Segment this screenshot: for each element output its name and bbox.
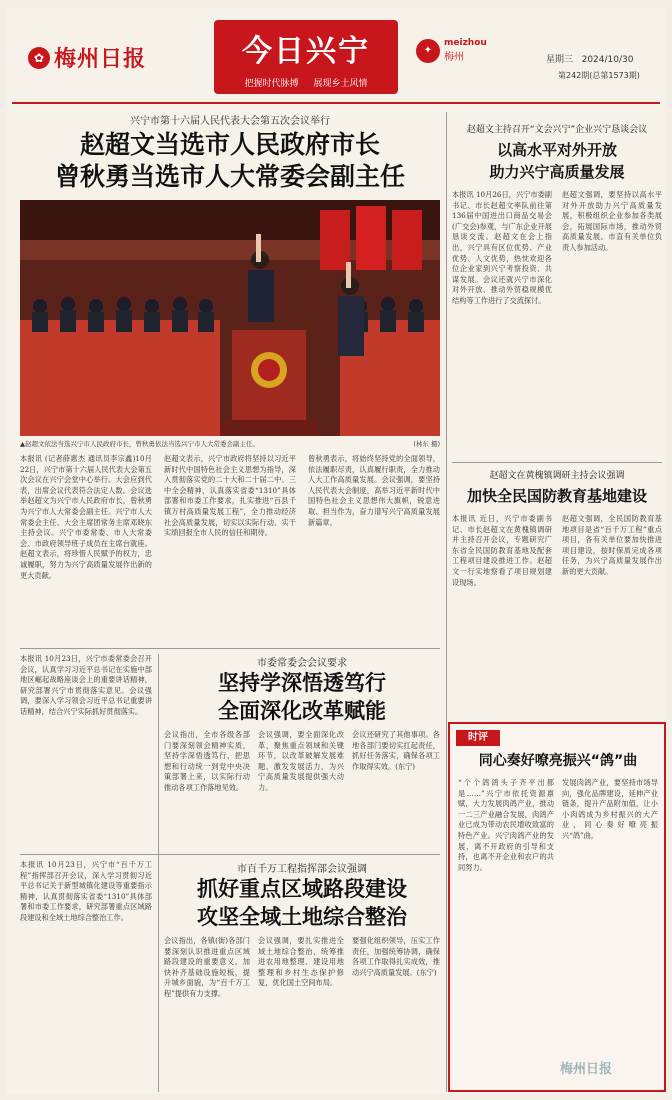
paper-logo[interactable] <box>28 42 146 73</box>
right-mid-kicker: 赵超文在黄槐镇调研主持会议强调 <box>489 471 625 481</box>
masthead <box>6 8 666 104</box>
meizhou-logo-icon: ✦ <box>416 39 440 63</box>
middle-side-text: 本报讯 10月23日，兴宁市委常委会召开会议，认真学习习近平总书记在实施中部地区崛起战略座谈会上的重要讲话精神，研究部署兴宁市贯彻落实意见。会议强调，要深入学习领会习近平总书记重要讲话精神，结合兴宁实际抓好贯彻落实。 <box>20 654 152 716</box>
middle-body-col-1: 会议指出，全市各级各部门要深刻领会精神实质，坚持学深悟透笃行，把思想和行动统一到党中央决策部署上来，以实际行动推动各项工作落地见效。 <box>164 730 250 792</box>
section-divider <box>452 462 662 463</box>
edition-title: 今日兴宁 <box>242 34 370 69</box>
lead-headline-1[interactable]: 赵超文当选市人民政府市长 <box>79 130 380 159</box>
lead-body-col-1: 本报讯 (记者薛惠杰 通讯员李宗鑫)10月22日，兴宁市第十六届人民代表大会第五次会议在兴宁会堂中心举行。大会应到代表，出席会议代表符合法定人数。会议选举赵超文为兴宁市人民政府市长，曾秋勇为兴宁市人大常委会副主任。兴宁市人大常委会主任、大会主席团常务主席邓晓东主持会议。兴宁市委常委、市人大常委会、市政府领导班子成员在主席台就座。赵超文表示，将珍惜人民赋予的权力，忠诚履职，努力为兴宁高质量发展作出新的更大贡献。 <box>20 454 152 580</box>
bottom-body-col-1: 会议指出，各镇(街)各部门要深刻认识推进重点区域路段建设的重要意义，加快补齐基础设施短板，提升城乡面貌，为“百千万工程”提供有力支撑。 <box>164 936 250 998</box>
middle-headline-2[interactable]: 全面深化改革赋能 <box>218 699 386 723</box>
right-top-headline-2[interactable]: 助力兴宁高质量发展 <box>489 163 625 181</box>
lead-photo[interactable] <box>20 200 440 436</box>
meizhou-en: meizhou <box>444 38 487 48</box>
dateline <box>546 52 633 65</box>
meizhou-brand <box>416 38 487 63</box>
lead-body-col-3: 曾秋勇表示，将始终坚持党的全面领导，依法履职尽责，认真履行职责，全力推动人大工作高质量发展。会议强调，要坚持人民代表大会制度，高举习近平新时代中国特色社会主义思想伟大旗帜，锐意进取、担当作为，奋力谱写兴宁高质量发展新篇章。 <box>308 454 440 527</box>
lead-body-col-2: 赵超文表示，兴宁市政府将坚持以习近平新时代中国特色社会主义思想为指导，深入贯彻落实党的二十大和二十届二中、三中全会精神，认真落实省委“1310”具体部署和市委工作要求，扎实推进“百县千镇万村高质量发展工程”，全力推动经济社会高质量发展，切实以实际行动、实干实绩回报全市人民的信任和期待。 <box>164 454 296 538</box>
edition-slogan <box>214 76 398 89</box>
newspaper-page <box>6 8 666 1094</box>
bottom-body-col-3: 要强化组织领导，压实工作责任，加强统筹协调，确保各项工作取得扎实成效，推动兴宁高质量发展。(东宁) <box>352 936 440 977</box>
commentary-body-col-2: 发展肉鸽产业，要坚持市场导向，强化品牌建设，延伸产业链条，提升产品附加值，让小小肉鸽成为乡村振兴的大产业，同心奏好嘹亮振兴“鸽”曲。 <box>562 778 658 840</box>
commentary-box <box>448 722 666 1092</box>
meizhou-cn: 梅州 <box>444 52 464 63</box>
photo-credit: (林东 摄) <box>413 440 440 448</box>
bottom-kicker: 市百千万工程指挥部会议强调 <box>237 864 367 875</box>
column-divider <box>158 654 159 1092</box>
right-top-headline-1[interactable]: 以高水平对外开放 <box>496 141 617 159</box>
bottom-side-text: 本报讯 10月23日，兴宁市“百千万工程”指挥部召开会议，深入学习贯彻习近平总书记关于新型城镇化建设等重要指示精神，认真贯彻落实省委“1310”具体部署和市委工作要求，研究部署重点区域路段建设和全域土地综合整治工作。 <box>20 860 152 922</box>
bottom-headline-2[interactable]: 攻坚全域土地综合整治 <box>197 905 407 929</box>
bottom-headline-1[interactable]: 抓好重点区域路段建设 <box>197 877 407 901</box>
middle-kicker: 市委常委会会议要求 <box>257 658 347 669</box>
right-mid-body-col-2: 赵超文强调，全民国防教育基地项目是省“百千万工程”重点项目，各有关单位要加快推进项目建设，按时保质完成各项任务，为兴宁高质量发展作出新的更大贡献。 <box>562 514 662 576</box>
commentary-tag: 时评 <box>456 730 500 746</box>
commentary-body-col-1: “个个鸽鸽头子齐平出都是……”兴宁市依托资源禀赋，大力发展肉鸽产业，推动一二三产业融合发展，肉鸽产业已成为带动农民增收致富的特色产业。兴宁肉鸽产业的发展，离不开政府的引导和支持，也离不开企业和农户的共同努力。 <box>458 778 554 872</box>
edition-banner <box>214 20 398 94</box>
bottom-body-col-2: 会议强调，要扎实推进全域土地综合整治，统筹推进农用地整理、建设用地整理和乡村生态保护修复，优化国土空间布局。 <box>258 936 344 988</box>
lead-headline-2[interactable]: 曾秋勇当选市人大常委会副主任 <box>54 162 405 191</box>
right-top-body-col-2: 赵超文强调，要坚持以高水平对外开放助力兴宁高质量发展，积极组织企业参加各类展会，拓展国际市场，推动外贸高质量发展。市直有关单位负责人参加活动。 <box>562 190 662 252</box>
section-divider <box>20 648 440 649</box>
watermark-logo: 梅州日报 <box>560 1062 613 1077</box>
slogan-left: 把握时代脉搏 <box>244 79 299 89</box>
right-mid-body-col-1: 本报讯 近日，兴宁市委副书记、市长赵超文在黄槐镇调研并主持召开会议，专题研究广东省全民国防教育基地及配套工程项目建设推进工作。赵超文一行实地察看了项目规划建设现场。 <box>452 514 552 587</box>
middle-body-col-3: 会议还研究了其他事项。各地各部门要切实扛起责任，抓好任务落实，确保各项工作取得实效。(东宁) <box>352 730 440 771</box>
right-top-body-col-1: 本报讯 10月26日，兴宁市委副书记、市长赵超文率队前往第136届中国进出口商品交易会(广交会)参观，与广东企业开展恳谈交流。赵超文在会上指出，兴宁具有区位优势、产业优势、人文优势，热忱欢迎各位企业家到兴宁考察投资、共谋发展。会议还就兴宁市深化对外开放、推动外贸稳规模优结构等工作进行了交流探讨。 <box>452 190 552 305</box>
photo-caption <box>20 439 440 448</box>
slogan-right: 展现乡土风情 <box>313 79 368 89</box>
lead-kicker: 兴宁市第十六届人民代表大会第五次会议举行 <box>130 116 330 127</box>
paper-name: 梅州日报 <box>54 47 147 72</box>
photo-caption-text: ▲赵超文依法当选兴宁市人民政府市长，曾秋勇依法当选兴宁市人大常委会副主任。 <box>20 440 259 448</box>
date: 2024/10/30 <box>581 55 634 65</box>
column-divider <box>446 112 447 1092</box>
middle-headline-1[interactable]: 坚持学深悟透笃行 <box>218 671 386 695</box>
masthead-rule <box>12 102 660 104</box>
weekday: 星期三 <box>546 55 574 65</box>
section-divider <box>20 854 440 855</box>
meeting-photo-illustration <box>20 200 440 436</box>
issue-number: 第242期(总第1573期) <box>558 71 640 80</box>
right-mid-headline[interactable]: 加快全民国防教育基地建设 <box>466 487 647 505</box>
right-top-kicker: 赵超文主持召开“文会兴宁”企业兴宁恳谈会议 <box>466 125 648 135</box>
middle-body-col-2: 会议强调，要全面深化改革，聚焦重点领域和关键环节，以改革破解发展难题、激发发展活力，为兴宁高质量发展提供强大动力。 <box>258 730 344 792</box>
plum-blossom-icon: ✿ <box>28 47 50 69</box>
commentary-headline[interactable]: 同心奏好嘹亮振兴“鸽”曲 <box>478 753 638 769</box>
